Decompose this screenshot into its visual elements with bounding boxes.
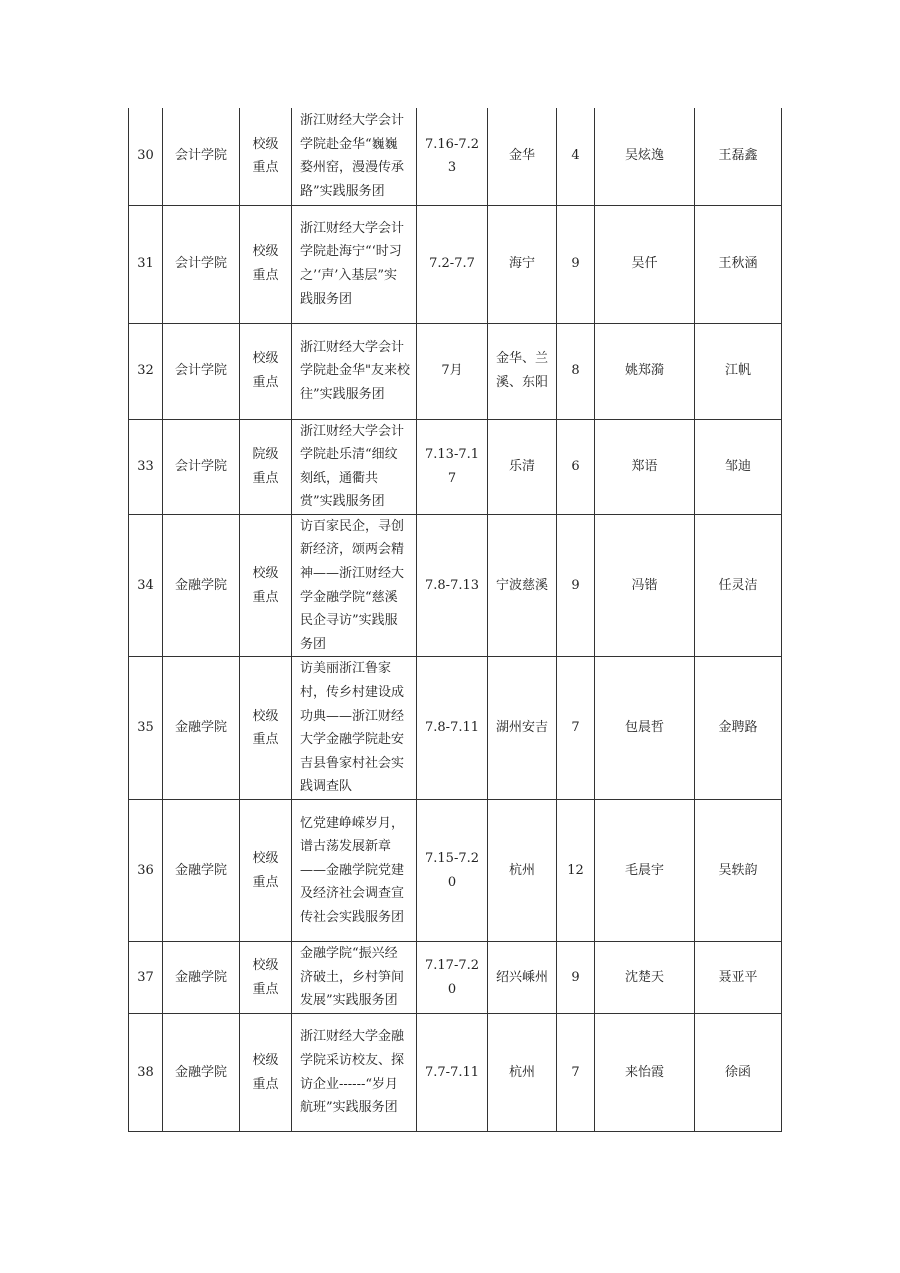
project-name-cell: 访美丽浙江鲁家村，传乡村建设成功典——浙江财经大学金融学院赴安吉县鲁家村社会实践调查队 <box>292 657 417 800</box>
level-cell: 校级 重点 <box>240 1014 292 1132</box>
row-number: 30 <box>129 108 163 205</box>
table-row <box>129 800 782 942</box>
advisor-cell: 王磊鑫 <box>695 108 782 205</box>
college-cell: 金融学院 <box>163 514 240 657</box>
leader-cell: 吴炫逸 <box>595 108 695 205</box>
table-row <box>129 108 782 205</box>
advisor-cell: 邹迪 <box>695 419 782 514</box>
college-cell: 金融学院 <box>163 1014 240 1132</box>
college-cell: 会计学院 <box>163 323 240 419</box>
place-cell: 乐清 <box>488 419 557 514</box>
member-count-cell: 9 <box>557 514 595 657</box>
project-name-cell: 访百家民企，寻创新经济，颂两会精神——浙江财经大学金融学院“慈溪民企寻访”实践服务团 <box>292 514 417 657</box>
row-number: 32 <box>129 323 163 419</box>
leader-cell: 姚郑漪 <box>595 323 695 419</box>
member-count-cell: 7 <box>557 657 595 800</box>
row-number: 36 <box>129 800 163 942</box>
advisor-cell: 王秋涵 <box>695 205 782 323</box>
table-row <box>129 657 782 800</box>
advisor-cell: 金聘路 <box>695 657 782 800</box>
level-cell: 校级 重点 <box>240 514 292 657</box>
leader-cell: 沈楚天 <box>595 942 695 1014</box>
level-cell: 校级 重点 <box>240 108 292 205</box>
table-row <box>129 514 782 657</box>
college-cell: 会计学院 <box>163 205 240 323</box>
advisor-cell: 任灵洁 <box>695 514 782 657</box>
row-number: 38 <box>129 1014 163 1132</box>
row-number: 35 <box>129 657 163 800</box>
leader-cell: 来怡霞 <box>595 1014 695 1132</box>
place-cell: 杭州 <box>488 800 557 942</box>
member-count-cell: 9 <box>557 205 595 323</box>
level-cell: 校级 重点 <box>240 800 292 942</box>
place-cell: 金华 <box>488 108 557 205</box>
table-row <box>129 419 782 514</box>
place-cell: 宁波慈溪 <box>488 514 557 657</box>
place-cell: 金华、兰溪、东阳 <box>488 323 557 419</box>
project-name-cell: 浙江财经大学会计学院赴金华"友来校往”实践服务团 <box>292 323 417 419</box>
level-cell: 校级 重点 <box>240 205 292 323</box>
advisor-cell: 聂亚平 <box>695 942 782 1014</box>
place-cell: 海宁 <box>488 205 557 323</box>
college-cell: 金融学院 <box>163 657 240 800</box>
member-count-cell: 6 <box>557 419 595 514</box>
table-row <box>129 205 782 323</box>
member-count-cell: 12 <box>557 800 595 942</box>
level-cell: 校级 重点 <box>240 657 292 800</box>
date-cell: 7.13-7.17 <box>417 419 488 514</box>
member-count-cell: 9 <box>557 942 595 1014</box>
row-number: 31 <box>129 205 163 323</box>
row-number: 37 <box>129 942 163 1014</box>
advisor-cell: 江帆 <box>695 323 782 419</box>
date-cell: 7.8-7.11 <box>417 657 488 800</box>
project-name-cell: 浙江财经大学会计学院赴金华“巍巍婺州窑，漫漫传承路”实践服务团 <box>292 108 417 205</box>
table-row <box>129 942 782 1014</box>
college-cell: 金融学院 <box>163 942 240 1014</box>
project-name-cell: 忆党建峥嵘岁月，谱古荡发展新章——金融学院党建及经济社会调查宣传社会实践服务团 <box>292 800 417 942</box>
college-cell: 金融学院 <box>163 800 240 942</box>
project-name-cell: 金融学院“振兴经济破土，乡村笋间发展”实践服务团 <box>292 942 417 1014</box>
member-count-cell: 7 <box>557 1014 595 1132</box>
leader-cell: 毛晨宇 <box>595 800 695 942</box>
project-table <box>128 108 782 1132</box>
leader-cell: 包晨哲 <box>595 657 695 800</box>
date-cell: 7.2-7.7 <box>417 205 488 323</box>
place-cell: 湖州安吉 <box>488 657 557 800</box>
college-cell: 会计学院 <box>163 108 240 205</box>
member-count-cell: 8 <box>557 323 595 419</box>
advisor-cell: 吴轶韵 <box>695 800 782 942</box>
date-cell: 7.15-7.20 <box>417 800 488 942</box>
row-number: 33 <box>129 419 163 514</box>
date-cell: 7.7-7.11 <box>417 1014 488 1132</box>
level-cell: 校级 重点 <box>240 942 292 1014</box>
advisor-cell: 徐函 <box>695 1014 782 1132</box>
project-name-cell: 浙江财经大学会计学院赴海宁“‘时习之’‘声’入基层”实践服务团 <box>292 205 417 323</box>
level-cell: 校级 重点 <box>240 323 292 419</box>
row-number: 34 <box>129 514 163 657</box>
place-cell: 杭州 <box>488 1014 557 1132</box>
leader-cell: 吴仟 <box>595 205 695 323</box>
project-name-cell: 浙江财经大学金融学院采访校友、探访企业------“岁月航班”实践服务团 <box>292 1014 417 1132</box>
member-count-cell: 4 <box>557 108 595 205</box>
table-row <box>129 323 782 419</box>
project-name-cell: 浙江财经大学会计学院赴乐清“细纹刻纸，通衢共赏”实践服务团 <box>292 419 417 514</box>
date-cell: 7.16-7.23 <box>417 108 488 205</box>
level-cell: 院级 重点 <box>240 419 292 514</box>
place-cell: 绍兴嵊州 <box>488 942 557 1014</box>
leader-cell: 郑语 <box>595 419 695 514</box>
college-cell: 会计学院 <box>163 419 240 514</box>
date-cell: 7月 <box>417 323 488 419</box>
table-row <box>129 1014 782 1132</box>
date-cell: 7.8-7.13 <box>417 514 488 657</box>
date-cell: 7.17-7.20 <box>417 942 488 1014</box>
leader-cell: 冯锴 <box>595 514 695 657</box>
